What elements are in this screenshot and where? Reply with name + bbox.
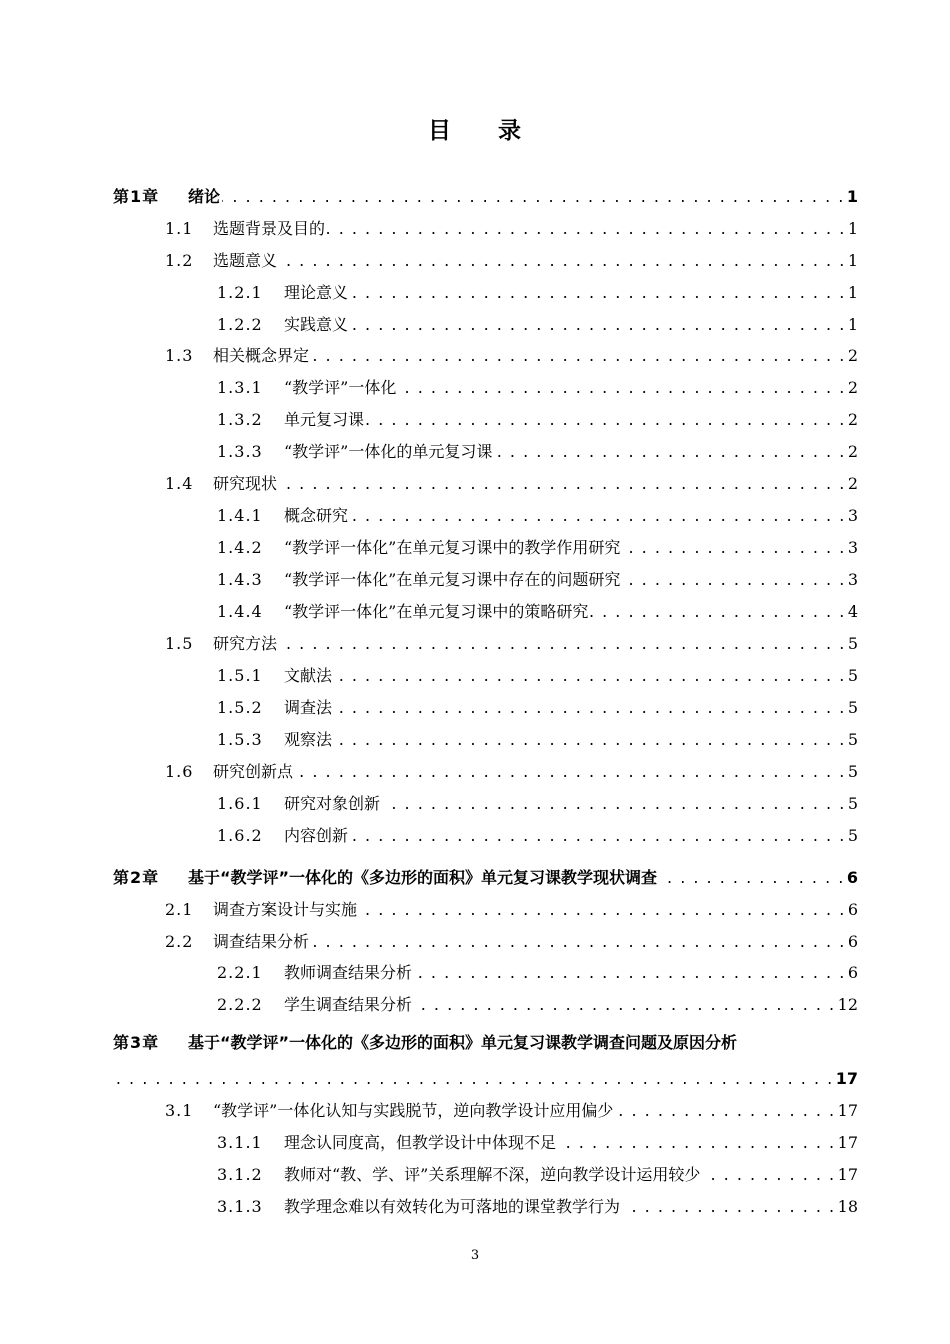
toc-entry[interactable]: 1.5 研究方法 . . . 5 [165,629,858,655]
page-number: 5 [847,826,858,845]
page-number: 17 [837,1101,858,1120]
toc-entry[interactable]: 1.2.1 理论意义 . . . 1 [217,278,858,304]
toc-entry-ch3[interactable]: 第3章 基于“教学评”一体化的《多边形的面积》单元复习课教学调查问题及原因分析 [113,1033,738,1052]
toc-entry[interactable]: 1.4.3 “教学评一体化”在单元复习课中存在的问题研究 . . . 3 [217,565,858,591]
page-number: 3 [847,570,858,589]
toc-entry[interactable]: 1.3.3 “教学评”一体化的单元复习课 . . . 2 [217,437,858,463]
toc-entry[interactable]: 3.1.1 理念认同度高，但教学设计中体现不足 . . . 17 [217,1128,858,1154]
toc-entry[interactable]: 2.2.1 教师调查结果分析 . . . 6 [217,958,858,984]
toc-entry[interactable]: 1.3.2 单元复习课 . . . 2 [217,405,858,431]
toc-entry[interactable]: 1.4.4 “教学评一体化”在单元复习课中的策略研究 . . . 4 [217,597,858,623]
toc-entry[interactable]: 1.4.1 概念研究 . . . 3 [217,501,858,527]
toc-entry[interactable]: 1.5.1 文献法 . . . 5 [217,661,858,687]
toc-entry[interactable]: 2.2.2 学生调查结果分析 . . . 12 [217,990,858,1016]
toc-entry[interactable]: 2.2 调查结果分析 . . . 6 [165,927,858,953]
toc-entry[interactable]: 1.6 研究创新点 . . . 5 [165,757,858,783]
toc-entry[interactable]: 1.2.2 实践意义 . . . 1 [217,310,858,336]
page-footer-number: 3 [470,1248,480,1263]
toc-entry[interactable]: 3.1.2 教师对“教、学、评”关系理解不深，逆向教学设计运用较少 . . . 17 [217,1160,858,1186]
toc-entry[interactable]: 3.1 “教学评”一体化认知与实践脱节，逆向教学设计应用偏少 . . . 17 [165,1096,858,1122]
toc-entry[interactable]: 1.6.1 研究对象创新 . . . 5 [217,789,858,815]
toc-entry-ch1[interactable]: 第1章 绪论 . . . 1 [113,182,858,208]
toc-title-char-1: 目 [428,118,452,144]
page-number: 6 [847,963,858,982]
page-number: 4 [847,602,858,621]
page-number: 5 [847,698,858,717]
toc-entry[interactable]: 1.5.3 观察法 . . . 5 [217,725,858,751]
page-number: 1 [847,251,858,270]
page-number: 17 [837,1133,858,1152]
page-number: 5 [847,762,858,781]
page-number: 18 [837,1197,858,1216]
page-number: 2 [847,474,858,493]
page-number: 12 [837,995,858,1014]
toc-entry[interactable]: 1.1 选题背景及目的 . . . 1 [165,214,858,240]
page-number: 3 [847,506,858,525]
toc-entry-ch2[interactable]: 第2章 基于“教学评”一体化的《多边形的面积》单元复习课教学现状调查 . . . 6 [113,863,858,889]
toc-entry[interactable]: 3.1.3 教学理念难以有效转化为可落地的课堂教学行为 . . . 18 [217,1192,858,1218]
page-number: 6 [847,900,858,919]
toc-entry[interactable]: 1.6.2 内容创新 . . . 5 [217,821,858,847]
page-number: 2 [847,378,858,397]
page-number: 5 [847,730,858,749]
page-number: 1 [847,283,858,302]
toc-title-char-2: 录 [498,118,522,144]
toc-entry[interactable]: 1.4.2 “教学评一体化”在单元复习课中的教学作用研究 . . . 3 [217,533,858,559]
toc-entry[interactable]: 1.2 选题意义 . . . 1 [165,246,858,272]
page-number: 3 [847,538,858,557]
toc-entry[interactable]: 1.4 研究现状 . . . 2 [165,469,858,495]
page-number: 1 [847,219,858,238]
page-number: 6 [846,868,858,887]
page-number: 5 [847,634,858,653]
page-number: 1 [846,187,858,206]
page-number: 5 [847,794,858,813]
toc-entry[interactable]: 1.5.2 调查法 . . . 5 [217,693,858,719]
toc-entry[interactable]: 2.1 调查方案设计与实施 . . . 6 [165,895,858,921]
page-number: 17 [837,1165,858,1184]
toc-entry-ch3-leader[interactable] [113,1064,858,1090]
page-number: 5 [847,666,858,685]
toc-entry[interactable]: 1.3.1 “教学评”一体化 . . . 2 [217,373,858,399]
page-number: 1 [847,315,858,334]
page-number: 2 [847,442,858,461]
page-number: 2 [847,346,858,365]
page-number: 6 [847,932,858,951]
toc-entry[interactable]: 1.3 相关概念界定 . . . 2 [165,341,858,367]
page-number: 2 [847,410,858,429]
page-number: 17 [835,1069,858,1088]
